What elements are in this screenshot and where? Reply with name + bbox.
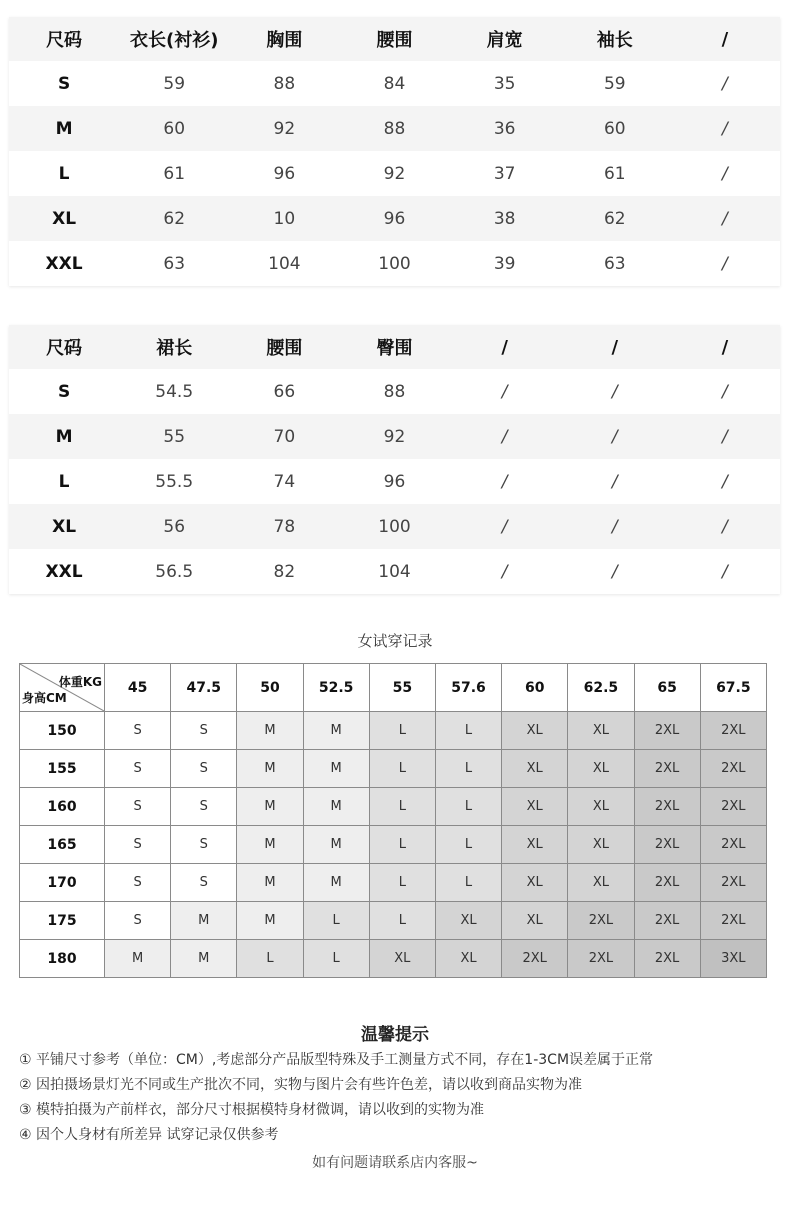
table-cell: 104 [339,549,449,594]
weight-header: 47.5 [171,664,237,712]
size-label: XXL [9,241,119,286]
table-row [9,459,780,504]
column-header: 裙长 [156,338,193,359]
size-label: S [9,369,119,414]
tips-list [19,1048,784,1148]
height-label: 180 [20,940,105,978]
recommended-size-cell: 3XL [700,940,766,978]
table-cell: / [670,61,780,106]
table-cell: 59 [560,61,670,106]
tip-item: ④ 因个人身材有所差异 试穿记录仅供参考 [19,1127,279,1143]
contact-note: 如有问题请联系店内客服~ [312,1155,478,1171]
trial-row [20,712,767,750]
trial-corner-cell [20,664,105,712]
height-label: 165 [20,826,105,864]
table-row [9,369,780,414]
column-header: / [611,336,619,358]
column-header: 衣长(衬衫) [129,30,219,51]
recommended-size-cell: 2XL [634,750,700,788]
height-axis-label: 身高CM [22,691,67,705]
table-row [9,504,780,549]
recommended-size-cell: M [237,826,303,864]
table-cell: 55.5 [119,459,229,504]
recommended-size-cell: S [171,826,237,864]
recommended-size-cell: XL [502,712,568,750]
weight-axis-label: 体重KG [58,675,102,689]
table-cell: / [450,369,560,414]
table-row [9,106,780,151]
recommended-size-cell: M [171,940,237,978]
table-cell: 88 [339,106,449,151]
table-row [9,151,780,196]
height-label: 175 [20,902,105,940]
table-cell: 63 [560,241,670,286]
table-header-row [9,325,780,369]
trial-row [20,940,767,978]
recommended-size-cell: M [105,940,171,978]
recommended-size-cell: L [369,788,435,826]
table-cell: / [670,196,780,241]
recommended-size-cell: M [303,826,369,864]
recommended-size-cell: S [171,712,237,750]
table-cell: / [670,151,780,196]
recommended-size-cell: 2XL [568,902,634,940]
table-cell: 38 [450,196,560,241]
recommended-size-cell: S [105,712,171,750]
size-label: M [9,106,119,151]
recommended-size-cell: M [303,750,369,788]
recommended-size-cell: L [435,712,501,750]
recommended-size-cell: XL [568,712,634,750]
table-cell: 60 [119,106,229,151]
weight-header: 52.5 [303,664,369,712]
tip-item: ② 因拍摄场景灯光不同或生产批次不同，实物与图片会有些许色差，请以收到商品实物为准 [19,1077,582,1093]
table-cell: / [670,504,780,549]
recommended-size-cell: XL [435,940,501,978]
recommended-size-cell: M [237,864,303,902]
size-label: L [9,459,119,504]
column-header: 尺码 [46,338,83,359]
table-cell: 92 [229,106,339,151]
trial-row [20,864,767,902]
weight-header: 45 [105,664,171,712]
weight-header: 55 [369,664,435,712]
table-cell: 54.5 [119,369,229,414]
trial-record-table [19,663,767,978]
table-cell: / [560,369,670,414]
weight-header: 57.6 [435,664,501,712]
weight-header: 60 [502,664,568,712]
table-cell: 70 [229,414,339,459]
table-cell: / [670,241,780,286]
tips-title: 温馨提示 [361,1025,429,1045]
table-cell: 66 [229,369,339,414]
table-cell: / [560,549,670,594]
size-label: M [9,414,119,459]
recommended-size-cell: 2XL [700,902,766,940]
weight-header: 67.5 [700,664,766,712]
recommended-size-cell: XL [369,940,435,978]
size-label: XL [9,504,119,549]
table-cell: / [670,369,780,414]
recommended-size-cell: L [435,788,501,826]
height-label: 155 [20,750,105,788]
recommended-size-cell: M [303,712,369,750]
column-header: 肩宽 [486,30,523,51]
recommended-size-cell: XL [502,750,568,788]
recommended-size-cell: S [105,788,171,826]
table-cell: / [670,549,780,594]
table-cell: 96 [339,459,449,504]
table-cell: 60 [560,106,670,151]
weight-header: 65 [634,664,700,712]
recommended-size-cell: S [171,864,237,902]
recommended-size-cell: XL [435,902,501,940]
height-label: 150 [20,712,105,750]
table-cell: 82 [229,549,339,594]
table-cell: 88 [229,61,339,106]
table-cell: 92 [339,151,449,196]
recommended-size-cell: 2XL [502,940,568,978]
recommended-size-cell: L [369,712,435,750]
table-cell: 61 [119,151,229,196]
recommended-size-cell: L [369,902,435,940]
recommended-size-cell: L [369,826,435,864]
table-cell: 78 [229,504,339,549]
skirt-size-table [9,325,780,594]
recommended-size-cell: L [435,864,501,902]
recommended-size-cell: XL [502,826,568,864]
column-header: / [721,28,729,50]
table-cell: 61 [560,151,670,196]
table-row [9,414,780,459]
table-cell: / [670,459,780,504]
table-cell: 100 [339,241,449,286]
size-label: S [9,61,119,106]
recommended-size-cell: XL [568,864,634,902]
table-cell: 55 [119,414,229,459]
table-cell: / [670,106,780,151]
recommended-size-cell: M [237,788,303,826]
column-header: 袖长 [596,30,633,51]
table-row [9,549,780,594]
table-cell: 104 [229,241,339,286]
table-cell: 92 [339,414,449,459]
recommended-size-cell: XL [502,788,568,826]
recommended-size-cell: 2XL [700,826,766,864]
recommended-size-cell: L [369,864,435,902]
table-cell: / [560,504,670,549]
trial-row [20,826,767,864]
recommended-size-cell: 2XL [634,940,700,978]
table-cell: / [450,549,560,594]
recommended-size-cell: XL [568,788,634,826]
column-header: 腰围 [376,30,413,51]
column-header: / [501,336,508,358]
recommended-size-cell: 2XL [700,750,766,788]
recommended-size-cell: 2XL [700,788,766,826]
column-header: / [721,336,729,358]
table-cell: 63 [119,241,229,286]
table-cell: 56 [119,504,229,549]
table-cell: 35 [450,61,560,106]
table-cell: / [450,504,560,549]
trial-row [20,750,767,788]
column-header: 臀围 [376,338,413,359]
table-cell: 37 [450,151,560,196]
table-header-row [9,17,780,61]
table-cell: / [560,459,670,504]
column-header: 胸围 [266,30,303,51]
recommended-size-cell: M [237,750,303,788]
recommended-size-cell: S [105,864,171,902]
recommended-size-cell: S [171,788,237,826]
column-header: 尺码 [46,30,83,51]
table-cell: 56.5 [119,549,229,594]
tip-item: ① 平铺尺寸参考（单位：CM）,考虑部分产品版型特殊及手工测量方式不同，存在1-3CM误差属于正常 [19,1052,654,1068]
recommended-size-cell: 2XL [634,788,700,826]
recommended-size-cell: L [237,940,303,978]
recommended-size-cell: L [303,902,369,940]
recommended-size-cell: L [435,750,501,788]
size-label: XL [9,196,119,241]
recommended-size-cell: 2XL [568,940,634,978]
table-cell: 96 [339,196,449,241]
table-row [9,61,780,106]
table-cell: / [450,459,560,504]
recommended-size-cell: XL [568,826,634,864]
recommended-size-cell: L [303,940,369,978]
table-cell: 84 [339,61,449,106]
trial-header-row [20,664,767,712]
table-cell: 62 [119,196,229,241]
table-cell: / [450,414,560,459]
recommended-size-cell: XL [568,750,634,788]
table-cell: / [560,414,670,459]
recommended-size-cell: M [303,788,369,826]
recommended-size-cell: 2XL [634,902,700,940]
recommended-size-cell: L [369,750,435,788]
trial-row [20,902,767,940]
recommended-size-cell: M [237,902,303,940]
table-cell: 62 [560,196,670,241]
table-cell: 88 [339,369,449,414]
weight-header: 62.5 [568,664,634,712]
recommended-size-cell: 2XL [700,712,766,750]
tip-item: ③ 模特拍摄为产前样衣，部分尺寸根据模特身材微调，请以收到的实物为准 [19,1102,484,1118]
recommended-size-cell: M [171,902,237,940]
column-header: 腰围 [266,338,303,359]
recommended-size-cell: S [105,826,171,864]
recommended-size-cell: S [105,902,171,940]
recommended-size-cell: 2XL [634,712,700,750]
table-cell: 36 [450,106,560,151]
recommended-size-cell: XL [502,902,568,940]
height-label: 170 [20,864,105,902]
trial-row [20,788,767,826]
table-cell: 59 [119,61,229,106]
table-cell: 96 [229,151,339,196]
size-label: XXL [9,549,119,594]
table-cell: / [670,414,780,459]
table-cell: 74 [229,459,339,504]
recommended-size-cell: XL [502,864,568,902]
height-label: 160 [20,788,105,826]
recommended-size-cell: 2XL [700,864,766,902]
table-row [9,241,780,286]
recommended-size-cell: L [435,826,501,864]
recommended-size-cell: S [105,750,171,788]
trial-record-title: 女试穿记录 [357,632,433,650]
recommended-size-cell: 2XL [634,826,700,864]
recommended-size-cell: S [171,750,237,788]
table-row [9,196,780,241]
size-label: L [9,151,119,196]
top-size-table [9,17,780,286]
weight-header: 50 [237,664,303,712]
table-cell: 39 [450,241,560,286]
recommended-size-cell: 2XL [634,864,700,902]
recommended-size-cell: M [303,864,369,902]
table-cell: 100 [339,504,449,549]
recommended-size-cell: M [237,712,303,750]
table-cell: 10 [229,196,339,241]
